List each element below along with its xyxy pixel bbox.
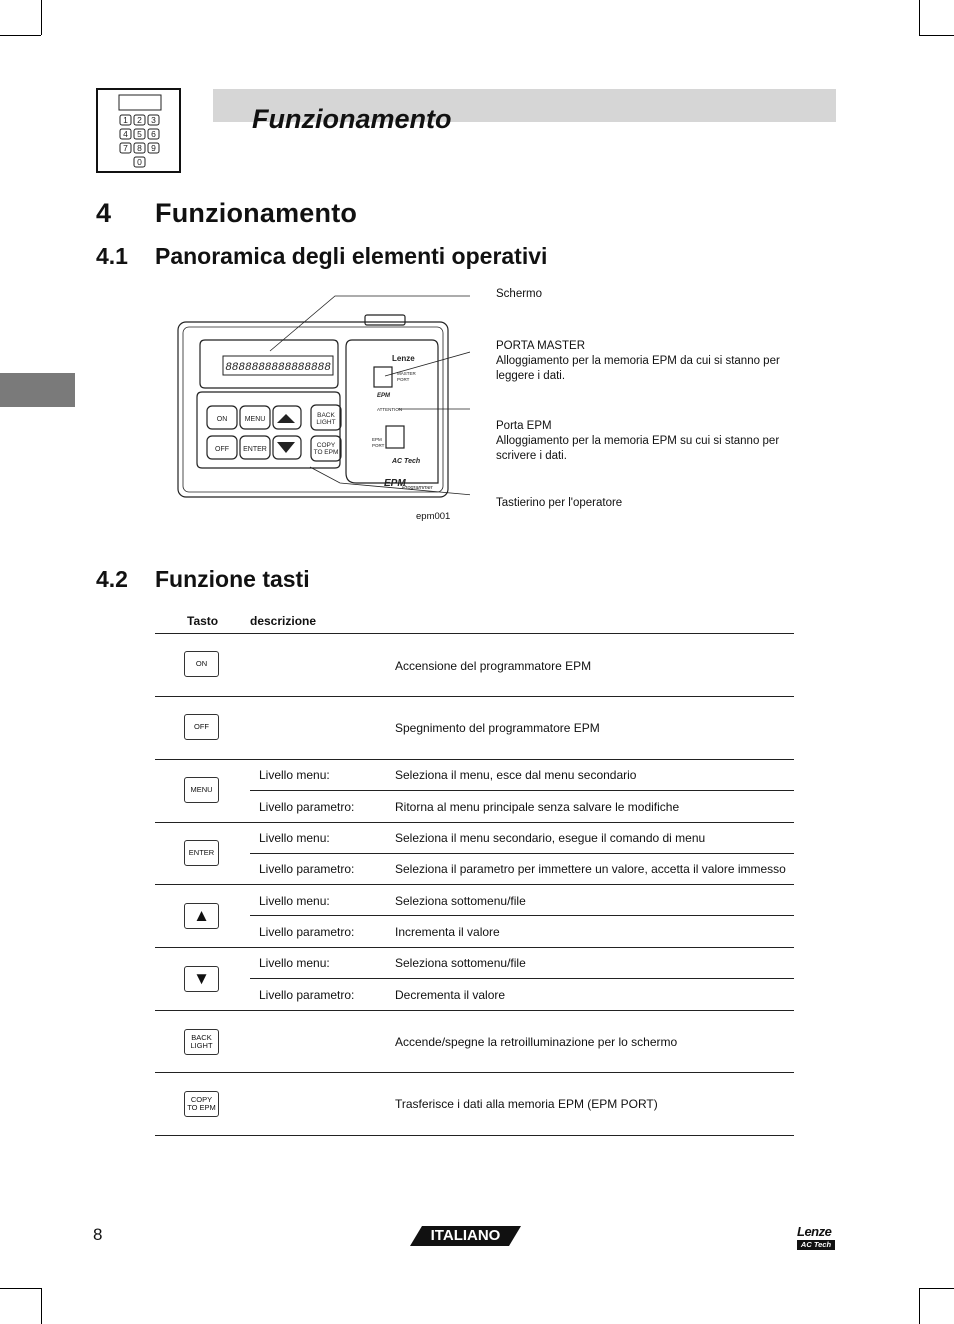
key-down-arrow-icon: ▼ (184, 966, 219, 992)
callout-porta-master-desc1: Alloggiamento per la memoria EPM da cui si stanno per (496, 355, 780, 367)
section-tab-marker (0, 373, 75, 407)
svg-text:ENTER: ENTER (243, 446, 267, 453)
row-menu-level1: Livello menu: (259, 768, 330, 782)
crop-mark (0, 1288, 41, 1289)
epm-programmer-figure (170, 285, 470, 515)
table-rule (250, 915, 794, 916)
subsection-number: 4.1 (96, 243, 128, 269)
callout-porta-epm-title: Porta EPM (496, 420, 552, 432)
row-enter-desc1: Seleziona il menu secondario, esegue il comando di menu (395, 831, 706, 845)
table-rule (155, 822, 794, 823)
svg-text:8: 8 (137, 143, 142, 153)
key-copy-line2: TO EPM (187, 1103, 216, 1112)
table-rule (250, 978, 794, 979)
crop-mark (919, 1288, 920, 1324)
svg-text:0: 0 (137, 157, 142, 167)
key-copy-line1: COPY (190, 1095, 213, 1104)
row-down-desc1: Seleziona sottomenu/file (395, 956, 526, 970)
page-number: 8 (93, 1225, 103, 1244)
subsection-title: Panoramica degli elementi operativi (155, 243, 548, 269)
svg-text:EPM: EPM (377, 393, 391, 399)
key-backlight-line2: LIGHT (190, 1041, 213, 1050)
svg-text:9: 9 (151, 143, 156, 153)
svg-text:COPY: COPY (316, 442, 336, 449)
key-backlight-icon (184, 1029, 219, 1055)
table-rule (155, 947, 794, 948)
row-up-desc2: Incrementa il valore (395, 925, 500, 939)
actech-logo: AC Tech (797, 1240, 835, 1250)
svg-text:5: 5 (137, 129, 142, 139)
svg-text:6: 6 (151, 129, 156, 139)
table-rule (250, 790, 794, 791)
svg-text:1: 1 (123, 115, 128, 125)
row-on-desc: Accensione del programmatore EPM (395, 659, 592, 673)
subsection-number: 4.2 (96, 566, 128, 592)
svg-text:4: 4 (123, 129, 128, 139)
svg-text:OFF: OFF (215, 446, 229, 453)
crop-mark (919, 0, 920, 35)
callout-porta-master-desc2: leggere i dati. (496, 370, 566, 382)
row-off-desc: Spegnimento del programmatore EPM (395, 721, 600, 735)
svg-text:EPM: EPM (372, 437, 382, 442)
crop-mark (41, 1288, 42, 1324)
key-enter-icon: ENTER (184, 840, 219, 866)
crop-mark (919, 35, 954, 36)
crop-mark (41, 0, 42, 35)
svg-text:ON: ON (216, 416, 228, 423)
svg-text:3: 3 (151, 115, 156, 125)
callout-porta-epm-desc2: scrivere i dati. (496, 450, 567, 462)
svg-text:AC Tech: AC Tech (392, 458, 421, 465)
key-off-icon: OFF (184, 714, 219, 740)
key-backlight-line1: BACK (191, 1033, 212, 1042)
row-menu-desc1: Seleziona il menu, esce dal menu secondario (395, 768, 637, 782)
svg-text:EPM: EPM (384, 478, 406, 489)
table-header-desc: descrizione (250, 614, 317, 628)
key-menu-icon: MENU (184, 777, 219, 803)
table-header-key: Tasto (187, 614, 219, 628)
table-rule (155, 633, 794, 634)
svg-text:TO EPM: TO EPM (313, 449, 339, 456)
row-menu-desc2: Ritorna al menu principale senza salvare le modifiche (395, 800, 680, 814)
callout-porta-master-title: PORTA MASTER (496, 340, 586, 352)
row-down-level2: Livello parametro: (259, 988, 355, 1002)
svg-text:MENU: MENU (244, 416, 266, 423)
row-up-desc1: Seleziona sottomenu/file (395, 894, 526, 908)
svg-text:2: 2 (137, 115, 142, 125)
svg-text:BACK: BACK (317, 412, 335, 419)
callout-porta-epm (496, 419, 779, 464)
table-rule (155, 1135, 794, 1136)
callout-porta-epm-desc1: Alloggiamento per la memoria EPM su cui si stanno per (496, 435, 780, 447)
row-up-level2: Livello parametro: (259, 925, 355, 939)
row-down-desc2: Decrementa il valore (395, 988, 506, 1002)
row-backlight-desc: Accende/spegne la retroilluminazione per lo schermo (395, 1035, 678, 1049)
keypad-icon (96, 88, 181, 173)
svg-text:Programmer: Programmer (402, 485, 433, 491)
subsection-title: Funzione tasti (155, 566, 310, 592)
row-menu-level2: Livello parametro: (259, 800, 355, 814)
row-up-level1: Livello menu: (259, 894, 330, 908)
table-rule (155, 1072, 794, 1073)
key-on-icon: ON (184, 651, 219, 677)
key-copy-to-epm-icon (184, 1091, 219, 1117)
table-rule (155, 1010, 794, 1011)
svg-text:7: 7 (123, 143, 128, 153)
row-copy-desc: Trasferisce i dati alla memoria EPM (EPM PORT) (395, 1097, 658, 1111)
table-rule (155, 884, 794, 885)
row-enter-level2: Livello parametro: (259, 862, 355, 876)
svg-text:PORT: PORT (372, 443, 385, 448)
figure-code: epm001 (416, 511, 451, 522)
callout-porta-master (496, 339, 780, 384)
crop-mark (919, 1288, 954, 1289)
crop-mark (0, 35, 41, 36)
header-title: Funzionamento (252, 104, 452, 134)
svg-text:PORT: PORT (397, 377, 410, 382)
table-rule (250, 853, 794, 854)
svg-text:8888888888888888: 8888888888888888 (225, 362, 331, 374)
key-up-arrow-icon: ▲ (184, 903, 219, 929)
section-number: 4 (96, 198, 112, 228)
svg-text:Lenze: Lenze (392, 354, 415, 363)
section-title: Funzionamento (155, 198, 358, 228)
row-enter-level1: Livello menu: (259, 831, 330, 845)
svg-text:LIGHT: LIGHT (316, 419, 336, 426)
lenze-logo: Lenze (797, 1224, 832, 1239)
language-label: ITALIANO (430, 1227, 501, 1244)
table-rule (155, 696, 794, 697)
row-down-level1: Livello menu: (259, 956, 330, 970)
svg-text:ATTENTION: ATTENTION (377, 407, 403, 412)
callout-schermo: Schermo (496, 288, 543, 300)
table-rule (155, 759, 794, 760)
row-enter-desc2: Seleziona il parametro per immettere un valore, accetta il valore immesso (395, 862, 786, 876)
callout-tastierino: Tastierino per l'operatore (496, 497, 623, 509)
svg-text:MASTER: MASTER (397, 371, 416, 376)
